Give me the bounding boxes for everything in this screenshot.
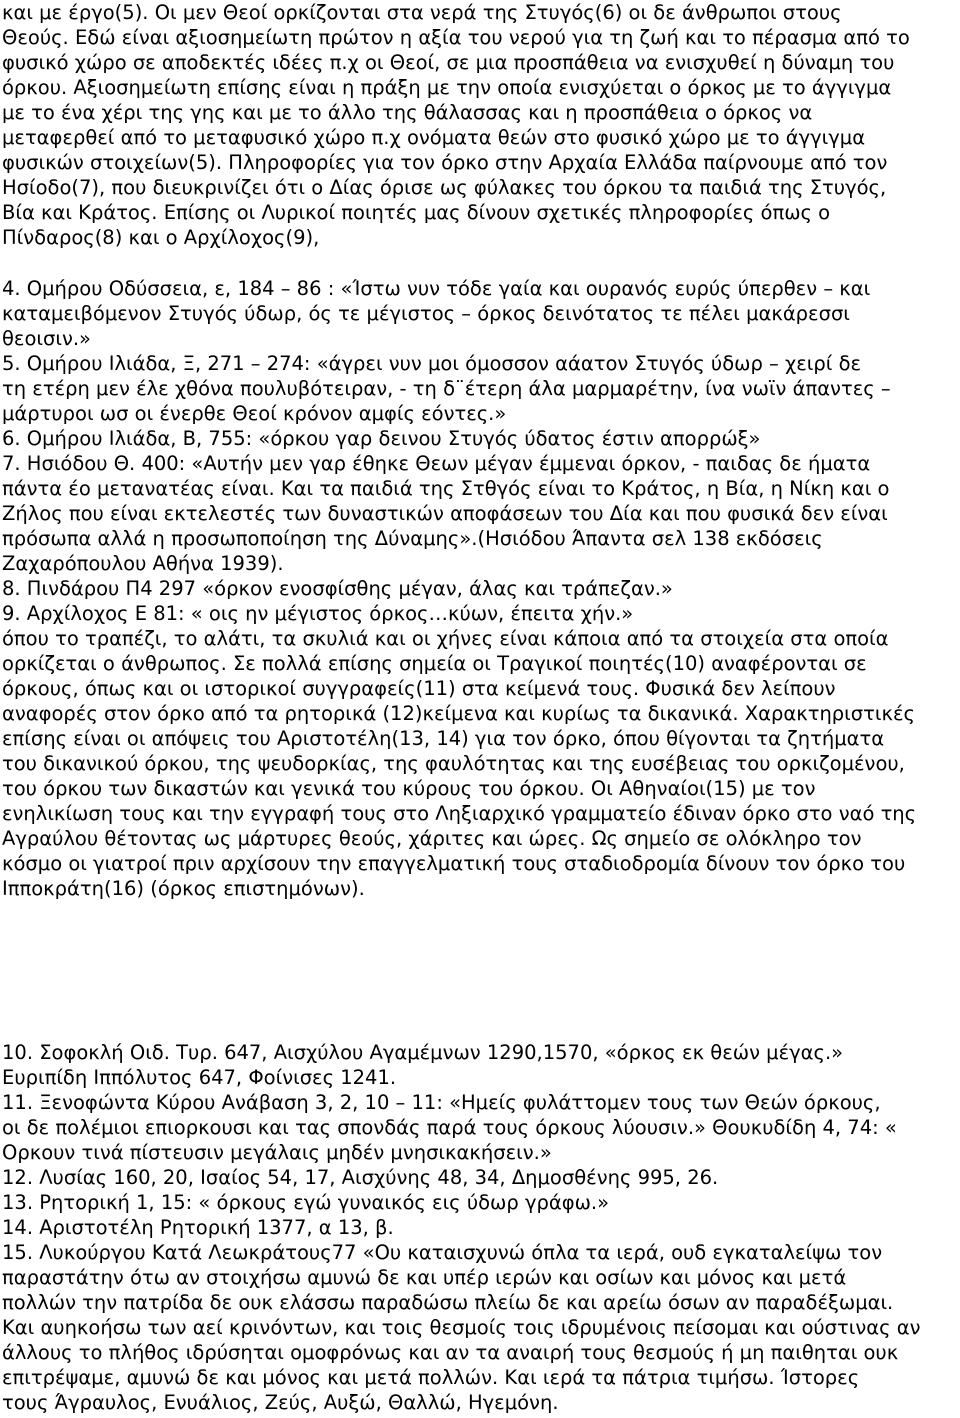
footnote-line: Ζαχαρόπουλου Αθήνα 1939). xyxy=(2,552,284,575)
footnote-line: θεοισιν.» xyxy=(2,327,91,350)
footnote-line: επιτρέψαμε, αμυνώ δε και μόνος και μετά πολλών. Και ιερά τα πάτρια τιμήσω. Ίστορες xyxy=(2,1366,860,1389)
footnote-4 xyxy=(2,276,956,351)
body-text-line: μεταφερθεί από το μεταφυσικό χώρο π.χ ονόματα θεών στο φυσικό χώρο με το άγγιγμα xyxy=(2,126,866,149)
footnote-8 xyxy=(2,576,956,601)
footnote-15 xyxy=(2,1240,956,1415)
footnote-9 xyxy=(2,601,956,626)
body-text-line: ενηλικίωση τους και την εγγραφή τους στο Ληξιαρχικό γραμματείο έδιναν όρκο στο ναό της xyxy=(2,802,917,825)
footnotes-and-text xyxy=(2,276,956,901)
footnote-line: 15. Λυκούργου Κατά Λεωκράτους77 «Ου καταισχυνώ όπλα τα ιερά, ουδ εγκαταλείψω τον xyxy=(2,1241,883,1264)
body-text-line: φυσικό χώρο σε αποδεκτές ιδέες π.χ οι Θεοί, σε μια προσπάθεια να ενισχυθεί η δύναμη του xyxy=(2,51,895,74)
body-text-line: ορκίζεται ο άνθρωπος. Σε πολλά επίσης σημεία οι Τραγικοί ποιητές(10) αναφέρονται σε xyxy=(2,652,867,675)
body-text-line: αναφορές στον όρκο από τα ρητορικά (12)κείμενα και κυρίως τα δικανικά. Χαρακτηριστικές xyxy=(2,702,915,725)
footnote-line: τη ετέρη μεν έλε χθόνα πουλυβότειραν, - τη δ¨έτερη άλα μαρμαρέτην, ίνα νωϊν άπαντες – xyxy=(2,377,891,400)
footnote-line: άλλους το πλήθος ιδρύσηται ομοφρόνως και αν τα αναιρή τους θεσμούς ή μη παιθηται ουκ xyxy=(2,1341,899,1364)
footnote-7 xyxy=(2,451,956,576)
footnote-line: παραστάτην ότω αν στοιχήσω αμυνώ δε και υπέρ ιερών και οσίων και μόνος και μετά xyxy=(2,1266,847,1289)
body-text-top xyxy=(2,0,956,250)
footnote-line: οι δε πολέμιοι επιορκουσι και τας σπονδάς παρά τους όρκους λύουσιν.» Θουκυδίδη 4, 74: « xyxy=(2,1116,897,1139)
footnote-line: 14. Αριστοτέλη Ρητορική 1377, α 13, β. xyxy=(2,1216,394,1239)
footnote-6 xyxy=(2,426,956,451)
body-text-line: Πίνδαρος(8) και ο Αρχίλοχος(9), xyxy=(2,226,320,249)
body-text-line: όρκου. Αξιοσημείωτη επίσης είναι η πράξη με την οποία ενισχύεται ο όρκος με το άγγιγμα xyxy=(2,76,892,99)
footnote-12 xyxy=(2,1165,956,1190)
footnote-line: Ευριπίδη Ιππόλυτος 647, Φοίνισες 1241. xyxy=(2,1066,397,1089)
footnote-line: τους Άγραυλος, Ενυάλιος, Ζεύς, Αυξώ, Θαλλώ, Ηγεμόνη. xyxy=(2,1391,559,1414)
footnote-14 xyxy=(2,1215,956,1240)
footnote-line: 11. Ξενοφώντα Κύρου Ανάβαση 3, 2, 10 – 11: «Ημείς φυλάττομεν τους των Θεών όρκους, xyxy=(2,1091,881,1114)
body-text-line: Θεούς. Εδώ είναι αξιοσημείωτη πρώτον η αξία του νερού για τη ζωή και το πέρασμα από το xyxy=(2,26,910,49)
body-text-line: Βία και Κράτος. Επίσης οι Λυρικοί ποιητές μας δίνουν σχετικές πληροφορίες όπως ο xyxy=(2,201,831,224)
footnote-line: μάρτυροι ωσ οι ένερθε Θεοί κρόνον αμφίς εόντες.» xyxy=(2,402,507,425)
footnote-line: 7. Ησιόδου Θ. 400: «Αυτήν μεν γαρ έθηκε Θεων μέγαν έμμεναι όρκον, - παιδας δε ήματα xyxy=(2,452,871,475)
footnote-line: πάντα έο μετανατέας είναι. Και τα παιδιά της Στθγός είναι το Κράτος, η Βία, η Νίκη και ο xyxy=(2,477,890,500)
footnote-line: 8. Πινδάρου Π4 297 «όρκον ενοσφίσθης μέγαν, άλας και τράπεζαν.» xyxy=(2,577,673,600)
footnote-line: 4. Ομήρου Οδύσσεια, ε, 184 – 86 : «Ίστω νυν τόδε γαία και ουρανός ευρύς ύπερθεν – και xyxy=(2,277,871,300)
footnote-line: 5. Ομήρου Ιλιάδα, Ξ, 271 – 274: «άγρει νυν μοι όμοσσον αάατον Στυγός ύδωρ – χειρί δε xyxy=(2,352,862,375)
footnote-line: 13. Ρητορική 1, 15: « όρκους εγώ γυναικός εις ύδωρ γράφω.» xyxy=(2,1191,610,1214)
body-text-line: Ιπποκράτη(16) (όρκος επιστημόνων). xyxy=(2,877,365,900)
footnote-line: καταμειβόμενον Στυγός ύδωρ, ός τε μέγιστος – όρκος δεινότατος τε πέλει μακάρεσσι xyxy=(2,302,850,325)
body-text-line: του όρκου των δικαστών και γενικά του κύρους του όρκου. Οι Αθηναίοι(15) με τον xyxy=(2,777,816,800)
body-text-line: φυσικών στοιχείων(5). Πληροφορίες για τον όρκο στην Αρχαία Ελλάδα παίρνουμε από τον xyxy=(2,151,888,174)
body-text-line: Ησίοδο(7), που διευκρινίζει ότι ο Δίας όρισε ως φύλακες του όρκου τα παιδιά της Στυγός, xyxy=(2,176,887,199)
footnotes-10-15 xyxy=(2,1040,956,1415)
body-text-line: Αγραύλου θέτοντας ως μάρτυρες θεούς, χάριτες και ώρες. Ως σημείο σε ολόκληρο τον xyxy=(2,827,862,850)
body-text-line: και με έργο(5). Οι μεν Θεοί ορκίζονται στα νερά της Στυγός(6) οι δε άνθρωποι στους xyxy=(2,1,842,24)
footnote-line: 12. Λυσίας 160, 20, Ισαίος 54, 17, Αισχύνης 48, 34, Δημοσθένης 995, 26. xyxy=(2,1166,719,1189)
footnote-line: πρόσωπα αλλά η προσωποποίηση της Δύναμης».(Ησιόδου Άπαντα σελ 138 εκδόσεις xyxy=(2,527,823,550)
footnote-13 xyxy=(2,1190,956,1215)
footnote-line: 9. Αρχίλοχος Ε 81: « οις ην μέγιστος όρκος…κύων, έπειτα χήν.» xyxy=(2,602,634,625)
footnote-line: Ζήλος που είναι εκτελεστές των δυναστικών αποφάσεων του Δία και που φυσικά δεν είναι xyxy=(2,502,888,525)
footnote-5 xyxy=(2,351,956,426)
body-text-line: του δικανικού όρκου, της ψευδορκίας, της φαυλότητας και της ευσέβειας του ορκιζομένου, xyxy=(2,752,905,775)
footnote-line: πολλών την πατρίδα δε ουκ ελάσσω παραδώσω πλείω δε και αρείω όσων αν παραδέξωμαι. xyxy=(2,1291,894,1314)
body-text-line: κόσμο οι γιατροί πριν αρχίσουν την επαγγελματική τους σταδιοδρομία δίνουν τον όρκο του xyxy=(2,852,906,875)
footnote-line: Ορκουν τινά πίστευσιν μεγάλαις μηδέν μνησικακήσειν.» xyxy=(2,1141,552,1164)
footnote-line: 6. Ομήρου Ιλιάδα, Β, 755: «όρκου γαρ δεινου Στυγός ύδατος έστιν απορρώξ» xyxy=(2,427,761,450)
footnote-line: 10. Σοφοκλή Οιδ. Τυρ. 647, Αισχύλου Αγαμέμνων 1290,1570, «όρκος εκ θεών μέγας.» xyxy=(2,1041,844,1064)
body-text-line: με το ένα χέρι της γης και με το άλλο της θάλασσας και η προσπάθεια ο όρκος να xyxy=(2,101,813,124)
body-text-line: όρκους, όπως και οι ιστορικοί συγγραφείς(11) στα κείμενά τους. Φυσικά δεν λείπουν xyxy=(2,677,836,700)
body-text-continued xyxy=(2,626,956,901)
footnote-line: Και αυηκοήσω των αεί κρινόντων, και τοις θεσμοίς τοις ιδρυμένοις πείσομαι και ούστινας αν xyxy=(2,1316,921,1339)
body-text-line: όπου το τραπέζι, το αλάτι, τα σκυλιά και οι χήνες είναι κάποια από τα στοιχεία στα οποία xyxy=(2,627,889,650)
footnote-10 xyxy=(2,1040,956,1090)
footnote-11 xyxy=(2,1090,956,1165)
body-text-line: επίσης είναι οι απόψεις του Αριστοτέλη(13, 14) για τον όρκο, όπου θίγονται τα ζητήματα xyxy=(2,727,885,750)
